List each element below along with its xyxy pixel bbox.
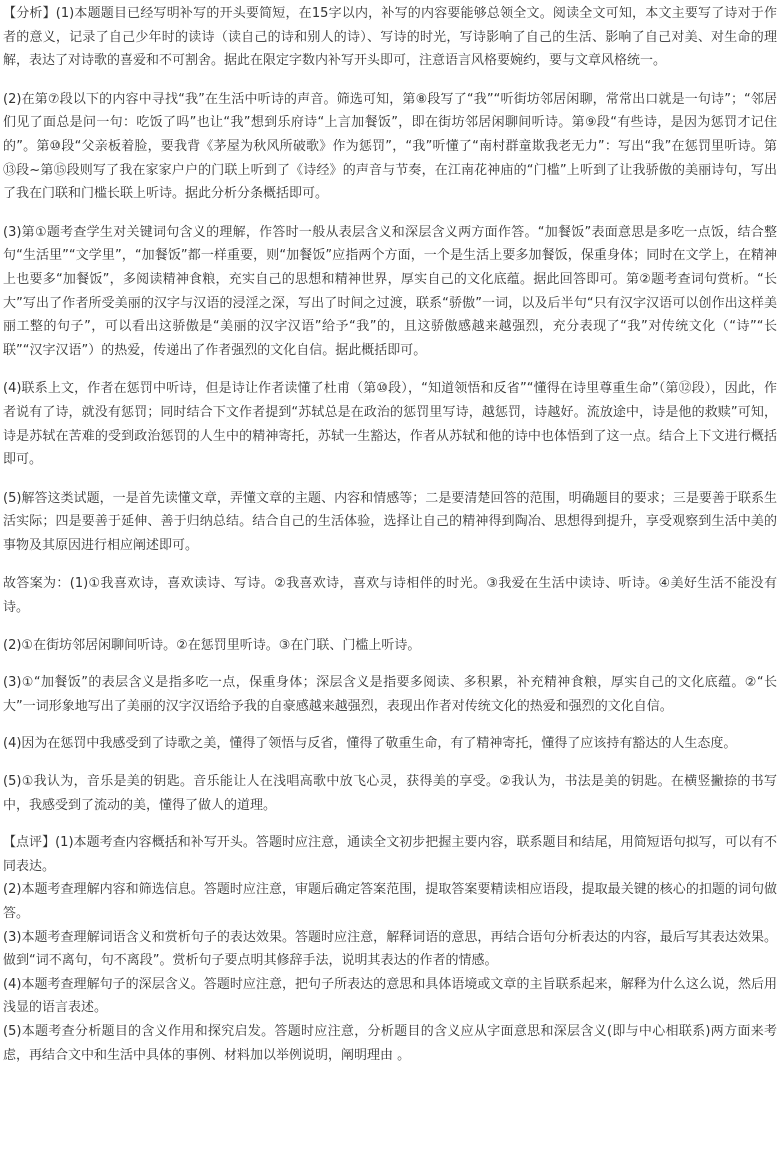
- analysis-paragraph-4: (4)联系上文，作者在惩罚中听诗，但是诗让作者读懂了杜甫（第⑩段），“知道领悟和反省”“懂得在诗里尊重生命”（第⑫段），因此，作者说有了诗，就没有惩罚；同时结合下文作者提到“苏轼总是在政治的惩罚里写诗，越惩罚，诗越好。流放途中，诗是他的救赎”可知，诗是苏轼在苦难的受到政治惩罚的人生中的精神寄托，苏轼一生豁达，作者从苏轼和他的诗中也体悟到了这一点。结合上下文进行概括即可。: [3, 381, 777, 468]
- comment-paragraph-3: (3)本题考查理解词语含义和赏析句子的表达效果。答题时应注意，解释词语的意思，再结合语句分析表达的内容，最后写其表达效果。做到“词不离句，句不离段”。赏析句子要点明其修辞手法，说明其表达的作者的情感。: [3, 929, 777, 969]
- analysis-paragraph-2: (2)在第⑦段以下的内容中寻找“我”在生活中听诗的声音。筛选可知，第⑧段写了“我”“听街坊邻居闲聊，常常出口就是一句诗”；“邻居们见了面总是问一句：吃饭了吗”也让“我”想到乐府诗“上言加餐饭”，即在街坊邻居闲聊间听诗。第⑨段“有些诗，是因为惩罚才记住的”。第⑩段“父亲板着脸，要我背《茅屋为秋风所破歌》作为惩罚”，“我”听懂了“南村群童欺我老无力”：写出“我”在惩罚里听诗。第⑬段~第⑮段则写了我在家家户户的门联上听到了《诗经》的声音与节奏，在江南花神庙的“门槛”上听到了让我骄傲的美丽诗句，写出了我在门联和门槛长联上听诗。据此分析分条概括即可。: [3, 91, 777, 202]
- answer-paragraph-5: (5)①我认为，音乐是美的钥匙。音乐能让人在浅唱高歌中放飞心灵，获得美的享受。②我认为，书法是美的钥匙。在横竖撇捺的书写中，我感受到了流动的美，懂得了做人的道理。: [3, 774, 777, 813]
- answer-paragraph-1: 故答案为：(1)①我喜欢诗，喜欢读诗、写诗。②我喜欢诗，喜欢与诗相伴的时光。③我爱在生活中读诗、听诗。④美好生活不能没有诗。: [3, 576, 777, 616]
- answer-paragraph-2: (2)①在街坊邻居闲聊间听诗。②在惩罚里听诗。③在门联、门槛上听诗。: [3, 637, 421, 653]
- comment-paragraph-4: (4)本题考查理解句子的深层含义。答题时应注意，把句子所表达的意思和具体语境或文章的主旨联系起来，解释为什么这么说，然后用浅显的语言表述。: [3, 976, 777, 1016]
- comment-paragraph-5: (5)本题考查分析题目的含义作用和探究启发。答题时应注意，分析题目的含义应从字面意思和深层含义(即与中心相联系)两方面来考虑，再结合文中和生活中具体的事例、材料加以举例说明，阐明理由 。: [3, 1023, 777, 1063]
- comment-paragraph-2: (2)本题考查理解内容和筛选信息。答题时应注意，审题后确定答案范围，提取答案要精读相应语段，提取最关键的核心的扣题的词句做答。: [3, 882, 777, 921]
- comment-paragraph-1: 【点评】(1)本题考查内容概括和补写开头。答题时应注意，通读全文初步把握主要内容，联系题目和结尾，用简短语句拟写，可以有不同表达。: [3, 835, 777, 874]
- answer-paragraph-3: (3)①“加餐饭”的表层含义是指多吃一点，保重身体；深层含义是指要多阅读、多积累，补充精神食粮，厚实自己的文化底蕴。②“长大”一词形象地写出了美丽的汉字汉语给予我的自豪感越来越强烈，表现出作者对传统文化的热爱和强烈的文化自信。: [3, 675, 777, 714]
- analysis-paragraph-1: 【分析】(1)本题题目已经写明补写的开头要简短，在15字以内，补写的内容要能够总领全文。阅读全文可知，本文主要写了诗对于作者的意义，记录了自己少年时的读诗（读自己的诗和别人的诗）、写诗的时光，写诗影响了自己的生活、影响了自己对美、对生命的理解，表达了对诗歌的喜爱和不可割舍。据此在限定字数内补写开头即可，注意语言风格要婉约，要与文章风格统一。: [3, 6, 777, 69]
- answer-paragraph-4: (4)因为在惩罚中我感受到了诗歌之美，懂得了领悟与反省，懂得了敬重生命，有了精神寄托，懂得了应该持有豁达的人生态度。: [3, 736, 737, 752]
- analysis-paragraph-3: (3)第①题考查学生对关键词句含义的理解，作答时一般从表层含义和深层含义两方面作答。“加餐饭”表面意思是多吃一点饭，结合整句“生活里”“文学里”，“加餐饭”都一样重要，则“加餐饭”应指两个方面，一个是生活上要多加餐饭，保重身体；同时在文学上，在精神上也要多“加餐饭”，多阅读精神食粮，充实自己的思想和精神世界，厚实自己的文化底蕴。据此回答即可。第②题考查词句赏析。“长大”写出了作者所受美丽的汉字与汉语的浸淫之深，写出了时间之过渡，联系“骄傲”一词，以及后半句“只有汉字汉语可以创作出这样美丽工整的句子”，可以看出这骄傲是“美丽的汉字汉语”给予“我”的，且这骄傲感越来越强烈，充分表现了“我”对传统文化（“诗”“长联”“汉字汉语”）的热爱，传递出了作者强烈的文化自信。据此概括即可。: [3, 224, 777, 358]
- analysis-paragraph-5: (5)解答这类试题，一是首先读懂文章，弄懂文章的主题、内容和情感等；二是要清楚回答的范围，明确题目的要求；三是要善于联系生活实际；四是要善于延伸、善于归纳总结。结合自己的生活体验，选择让自己的精神得到陶冶、思想得到提升，享受观察到生活中美的事物及其原因进行相应阐述即可。: [3, 490, 777, 553]
